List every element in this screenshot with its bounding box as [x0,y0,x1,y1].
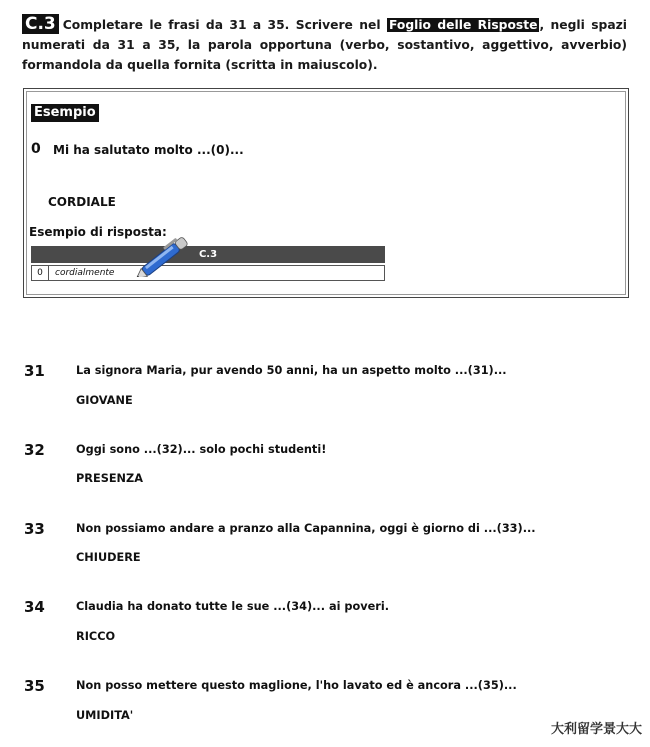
question-sentence: Non posso mettere questo maglione, l'ho lavato ed è ancora ...(35)... [76,679,517,692]
question-number: 31 [24,362,45,380]
question-word: CHIUDERE [76,551,141,564]
answer-sheet-row [31,265,385,281]
question-sentence: La signora Maria, pur avendo 50 anni, ha un aspetto molto ...(31)... [76,364,507,377]
pen-icon [129,237,199,277]
instruction-text-part1: Completare le frasi da 31 a 35. Scrivere nel [62,18,387,32]
example-box [23,88,629,298]
watermark: 大利留学景大大 [550,722,642,737]
question-number: 34 [24,598,45,616]
answer-row-number: 0 [32,266,49,280]
instructions [22,14,627,75]
example-word: CORDIALE [48,195,116,209]
question-sentence: Claudia ha donato tutte le sue ...(34)... ai poveri. [76,600,389,613]
example-answer-label: Esempio di risposta: [29,225,167,239]
question-sentence: Oggi sono ...(32)... solo pochi studenti! [76,443,327,456]
example-sentence: Mi ha salutato molto ...(0)... [53,143,244,157]
question-word: PRESENZA [76,472,143,485]
instruction-highlight: Foglio delle Risposte [388,18,538,32]
question-number: 32 [24,441,45,459]
question-number: 35 [24,677,45,695]
instruction-text-part2: , negli spazi numerati da 31 a 35, la parola opportuna (verbo, sostantivo, aggettivo, avverbio) formandola da quella fornita (scritta in maiuscolo). [22,18,627,72]
section-label: C.3 [22,14,59,34]
example-badge: Esempio [31,104,99,122]
answer-row-value: cordialmente [55,268,115,278]
answer-sheet-header: C.3 [31,246,385,263]
question-number: 33 [24,520,45,538]
question-sentence: Non possiamo andare a pranzo alla Capannina, oggi è giorno di ...(33)... [76,522,536,535]
question-word: GIOVANE [76,394,133,407]
question-word: UMIDITA' [76,709,134,722]
question-word: RICCO [76,630,116,643]
example-number: 0 [31,141,41,157]
